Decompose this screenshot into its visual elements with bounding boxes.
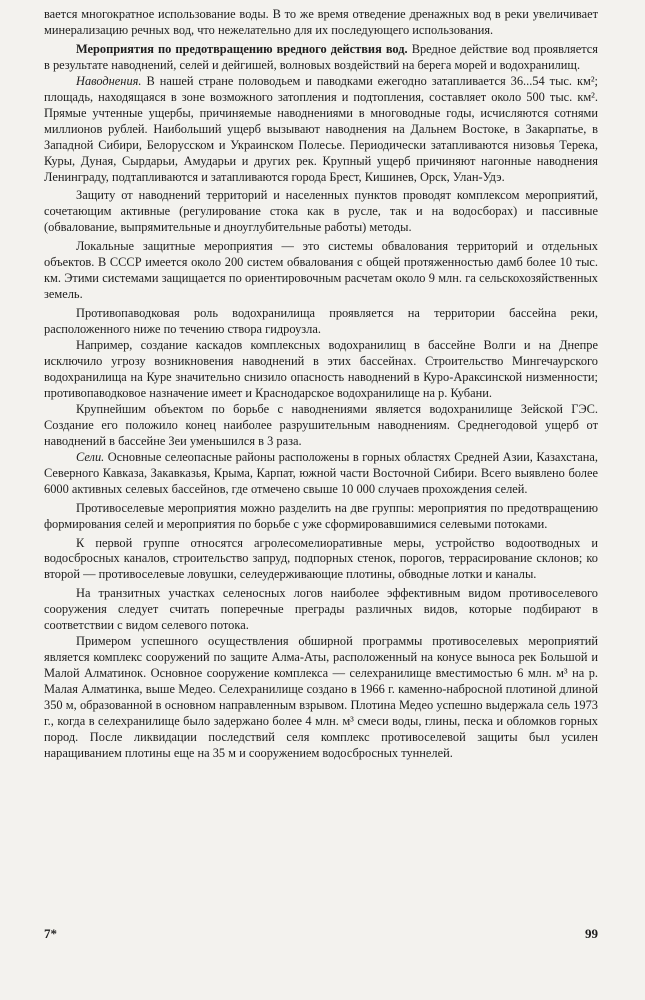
paragraph: Противопаводковая роль водохранилища проявляется на территории бассейна реки, расположенного ниже по течению створа гидроузла.: [44, 306, 598, 337]
paragraph: На транзитных участках селеносных логов наиболее эффективным видом противоселевого сооружения следует считать поперечные преграды различных видов, которые подбирают в соответствии с видом селевого потока.: [44, 586, 598, 633]
page-body: [44, 7, 598, 762]
paragraph-text: Вредное действие вод проявляется в результате наводнений, селей и дейгишей, волновых воздействий на берега морей и водохранилищ.: [44, 41, 598, 72]
term-mudflows: Сели.: [76, 449, 105, 464]
paragraph-floods: [44, 74, 598, 186]
signature-mark: 7*: [44, 926, 57, 941]
section-heading: Мероприятия по предотвращению вредного действия вод.: [76, 41, 408, 56]
term-floods: Наводнения.: [76, 73, 142, 88]
paragraph: К первой группе относятся агролесомелиоративные меры, устройство водоотводных и водосбросных каналов, строительство запруд, подпорных стенок, порогов, террасирование склонов; ко второй — противоселевые ловушки, селеудерживающие плотины, обводные лотки и каналы.: [44, 535, 598, 582]
paragraph: Крупнейшим объектом по борьбе с наводнениями является водохранилище Зейской ГЭС. Создание его положило конец наиболее разрушительным наводнениям. Среднегодовой ущерб от наводнений в бассейне Зеи уменьшился в 3 раза.: [44, 401, 598, 448]
paragraph-harmful-effects: [44, 42, 598, 74]
paragraph-mudflows: [44, 450, 598, 498]
page-number: 99: [585, 926, 598, 941]
paragraph: Локальные защитные мероприятия — это системы обвалования территорий и отдельных объектов. В СССР имеется около 200 систем обвалования с общей протяженностью дамб более 10 тыс. км. Этими системами защищается по ориентировочным расчетам около 9 млн. га сельскохозяйственных земель.: [44, 239, 598, 302]
paragraph: Защиту от наводнений территорий и населенных пунктов проводят комплексом мероприятий, сочетающим активные (регулирование стока как в русле, так и на водосборах) и пассивные (обвалование, выпрямительные и дноуглубительные работы) методы.: [44, 188, 598, 235]
paragraph-text: Основные селеопасные районы расположены в горных областях Средней Азии, Казахстана, Северного Кавказа, Закавказья, Крыма, Карпат, южной части Восточной Сибири. Всего выявлено более 6000 активных селевых бассейнов, где отмечено свыше 10 000 случаев прохождения селей.: [44, 449, 598, 496]
paragraph-text: В нашей стране половодьем и паводками ежегодно затапливается 36...54 тыс. км²; площадь, находящаяся в зоне возможного затопления и подтопления, составляет около 500 тыс. км². Прямые учтенные ущербы, причиняемые наводнениями в многоводные годы, исчисляются сотнями миллионов рублей. Наибольший ущерб вызывают наводнения на Дальнем Востоке, в Закарпатье, в Западной Сибири, Белорусском и Украинском Полесье. Периодически затапливаются низовья Терека, Куры, Дуная, Сырдарьи, Амударьи и других рек. Крупный ущерб причиняют нагонные наводнения Ленинграду, подтапливаются и затапливаются города Брест, Кишинев, Орск, Улан-Удэ.: [44, 73, 598, 184]
paragraph: Противоселевые мероприятия можно разделить на две группы: мероприятия по предотвращению формирования селей и мероприятия по борьбе с уже сформировавшимися селевыми потоками.: [44, 500, 598, 531]
paragraph: Например, создание каскадов комплексных водохранилищ в бассейне Волги и на Днепре исключило угрозу возникновения наводнений в этих бассейнах. Строительство Мингечаурского водохранилища на Куре значительно снизило опасность наводнений в Куро-Араксинской низменности; противопаводковое назначение имеет и Краснодарское водохранилище на р. Кубани.: [44, 338, 598, 400]
page-footer: [44, 926, 598, 944]
paragraph: Примером успешного осуществления обширной программы противоселевых мероприятий является комплекс сооружений по защите Алма-Аты, расположенный на конусе выноса рек Большой и Малой Алматинок. Основное сооружение комплекса — селехранилище вместимостью 6 млн. м³ на р. Малая Алматинка, выше Медео. Селехранилище создано в 1966 г. каменно-набросной плотиной длиной 350 м, образованной в основном направленным взрывом. Плотина Медео успешно выдержала сель 1973 г., когда в селехранилище было задержано более 4 млн. м³ смеси воды, глины, песка и обломков горных пород. После ликвидации последствий селя комплекс противоселевой защиты был усилен наращиванием плотины еще на 35 м и сооружением водосбросных туннелей.: [44, 634, 598, 760]
paragraph-continuation: вается многократное использование воды. В то же время отведение дренажных вод в реки увеличивает минерализацию речных вод, что нежелательно для их последующего использования.: [44, 7, 598, 37]
